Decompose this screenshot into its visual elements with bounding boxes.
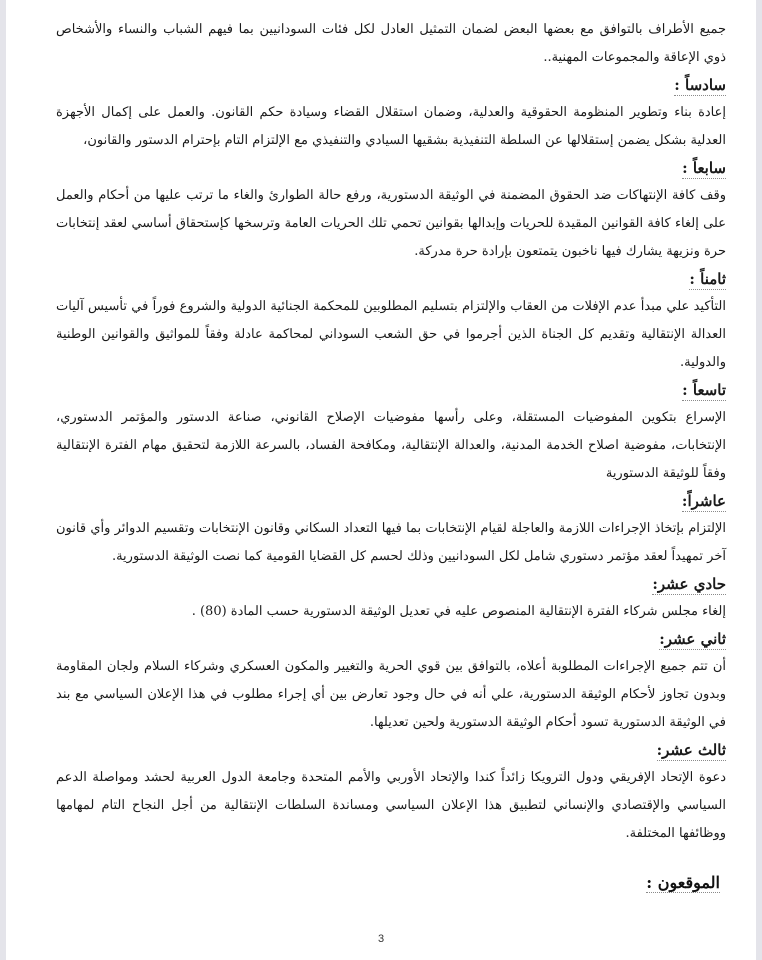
section-heading-text: حادي عشر: — [652, 575, 726, 593]
section-heading-text: ثامناً : — [689, 270, 726, 288]
section-heading-text: ثاني عشر: — [659, 630, 726, 648]
section-text-8: التأكيد علي مبدأ عدم الإفلات من العقاب والإلتزام بتسليم المطلوبين للمحكمة الجنائية الدولية والشروع فوراً في تأسيس آليات العدالة الإنتقالية وتقديم كل الجناة الذين أجرموا في حق الشعب السوداني لمحاكمة عادلة وفقاً للمواثيق والقوانين الوطنية والدولية. — [56, 299, 726, 370]
document-body — [56, 16, 726, 848]
section-heading-9 — [56, 377, 726, 404]
signatories-label — [56, 870, 726, 896]
section-heading-text: ثالث عشر: — [656, 741, 726, 759]
signatories-label-text: الموقعون : — [646, 873, 720, 892]
section-text-9: الإسراع بتكوين المفوضيات المستقلة، وعلى رأسها مفوضيات الإصلاح القانوني، صناعة الدستور والمؤتمر الدستوري، الإنتخابات، مفوضية اصلاح الخدمة المدنية، والعدالة الإنتقالية، ومكافحة الفساد، بالسرعة اللازمة لتحقيق مهام الفترة الإنتقالية وفقاً للوثيقة الدستورية — [56, 410, 726, 481]
section-text-7: وقف كافة الإنتهاكات ضد الحقوق المضمنة في الوثيقة الدستورية، ورفع حالة الطوارئ والغاء ما ترتب عليها من أحكام والعمل على إلغاء كافة القوانين المقيدة للحريات وإبدالها بقوانين تحمي تلك الحريات العامة وترسخها كإستحقاق أساسي لعقد إنتخابات حرة ونزيهة يشارك فيها ناخبون يتمتعون بإرادة حرة مدركة. — [56, 188, 726, 259]
section-heading-text: تاسعاً : — [682, 381, 726, 399]
section-heading-7 — [56, 155, 726, 182]
section-heading-6 — [56, 72, 726, 99]
section-heading-13 — [56, 737, 726, 764]
section-heading-8 — [56, 266, 726, 293]
page-number: 3 — [377, 933, 385, 945]
section-heading-text: عاشراً: — [681, 492, 726, 510]
section-text-13: دعوة الإتحاد الإفريقي ودول الترويكا زائداً كندا والإتحاد الأوربي والأمم المتحدة وجامعة الدول العربية لحشد ومواصلة الدعم السياسي والإقتصادي والإنساني لتطبيق هذا الإعلان السياسي ومساندة السلطات الإنتقالية من أجل النجاح التام لمهامها ووظائفها المختلفة. — [56, 770, 726, 841]
section-heading-text: سابعاً : — [682, 159, 726, 177]
section-heading-11 — [56, 571, 726, 598]
section-text-6: إعادة بناء وتطوير المنظومة الحقوقية والعدلية، وضمان استقلال القضاء وسيادة حكم القانون. والعمل على إكمال الأجهزة العدلية بشكل يضمن إستقلالها عن السلطة التنفيذية بشقيها السيادي والتنفيذي مع الإلتزام التام بإحترام الدستور والقانون، — [56, 105, 726, 148]
document-page — [6, 0, 756, 960]
section-heading-text: سادساً : — [674, 76, 726, 94]
section-heading-12 — [56, 626, 726, 653]
intro-paragraph: جميع الأطراف بالتوافق مع بعضها البعض لضمان التمثيل العادل لكل فئات السودانيين بما فيهم الشباب والنساء والأشخاص ذوي الإعاقة والمجموعات المهنية.. — [56, 22, 726, 65]
section-text-10: الإلتزام بإتخاذ الإجراءات اللازمة والعاجلة لقيام الإنتخابات بما فيها التعداد السكاني وقانون الإنتخابات وتقسيم الدوائر وأي قانون آخر تمهيداً لعقد مؤتمر دستوري شامل لكل السودانيين وذلك لحسم كل القضايا القومية كما نصت الوثيقة الدستورية. — [56, 521, 726, 564]
section-text-11: إلغاء مجلس شركاء الفترة الإنتقالية المنصوص عليه في تعديل الوثيقة الدستورية حسب المادة (80) . — [191, 604, 726, 619]
section-heading-10 — [56, 488, 726, 515]
page-spacer — [56, 896, 726, 932]
section-text-12: أن تتم جميع الإجراءات المطلوبة أعلاه، بالتوافق بين قوي الحرية والتغيير والمكون العسكري وشركاء السلام ولجان المقاومة وبدون تجاوز لأحكام الوثيقة الدستورية، علي أنه في حال وجود تعارض بين أي إجراء مطلوب في هذا الإعلان السياسي مع بند في الوثيقة الدستورية تسود أحكام الوثيقة الدستورية ولحين تعديلها. — [56, 659, 726, 730]
